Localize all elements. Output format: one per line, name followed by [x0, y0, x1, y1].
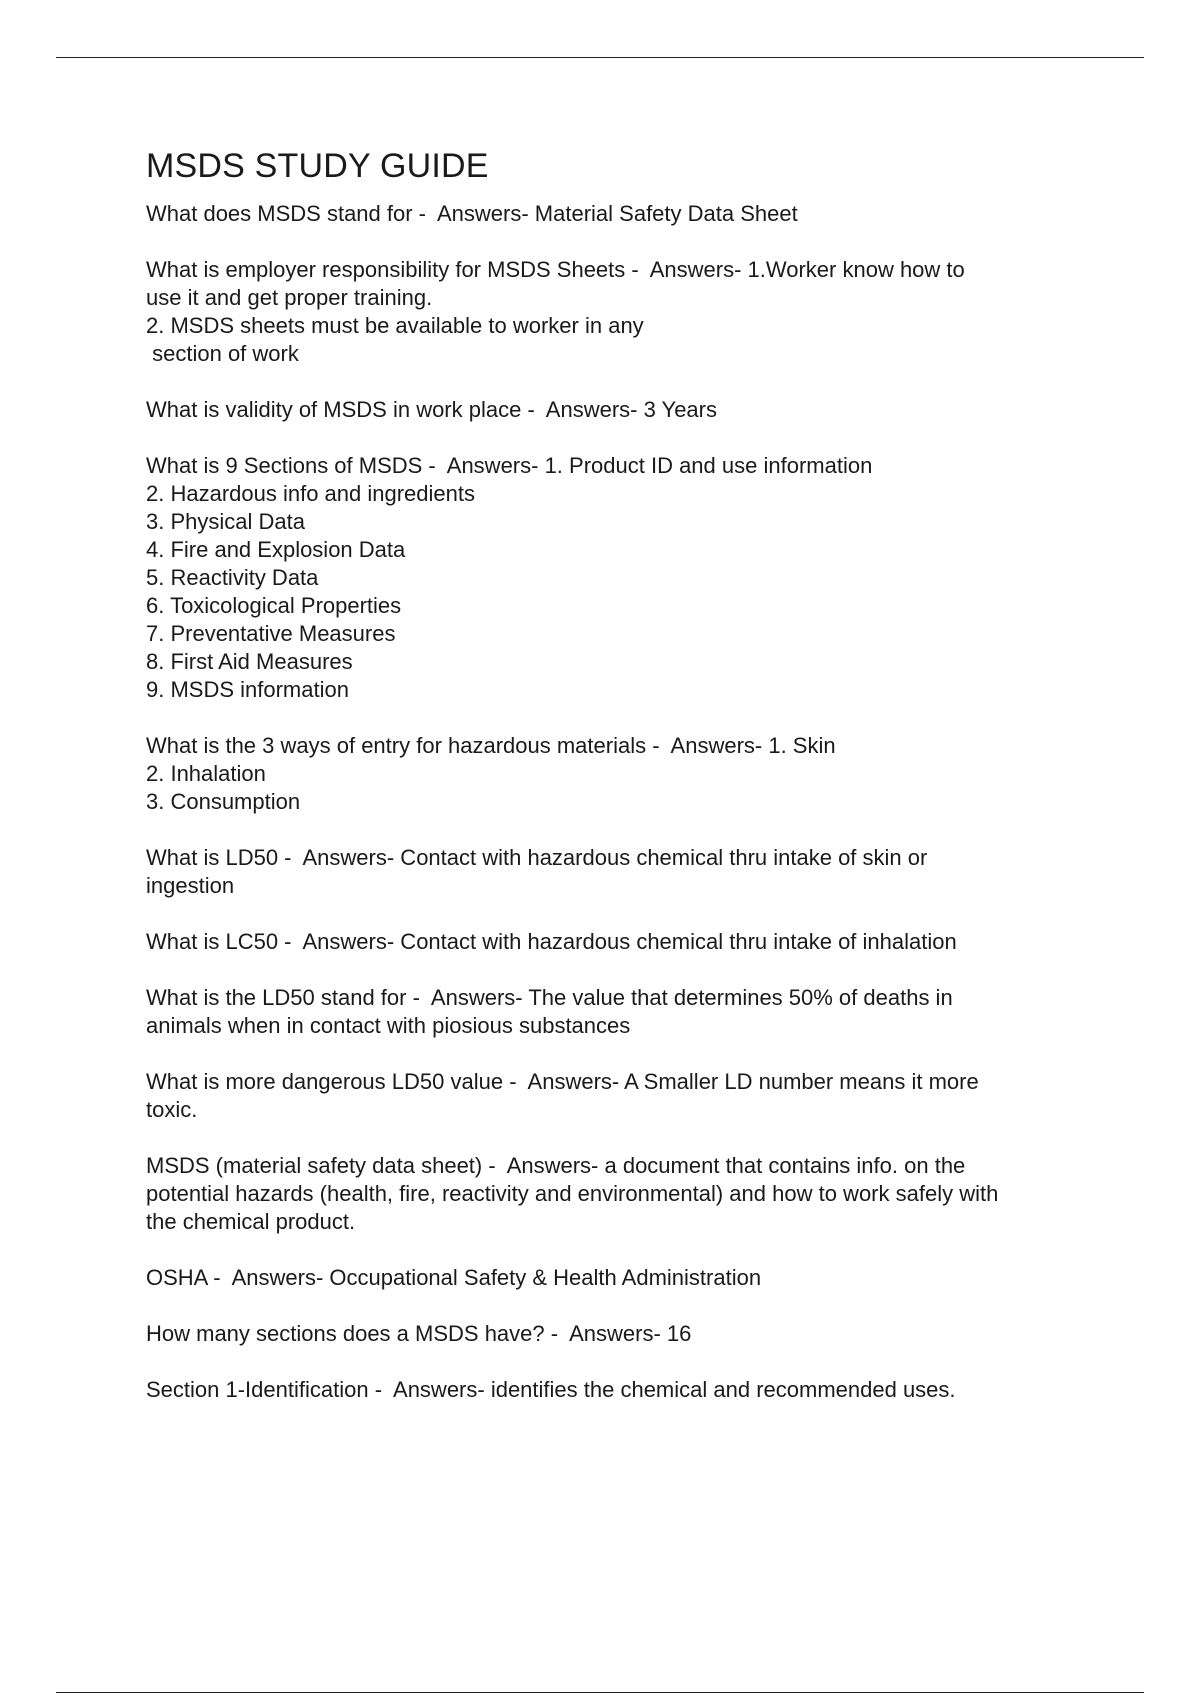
qa-list	[146, 200, 1096, 1404]
qa-entry	[146, 1320, 1096, 1348]
qa-line: 9. MSDS information	[146, 677, 349, 702]
qa-line: How many sections does a MSDS have? - Answers- 16	[146, 1321, 692, 1346]
qa-entry	[146, 256, 1096, 368]
qa-entry	[146, 1152, 1096, 1236]
qa-line: 2. Inhalation	[146, 761, 266, 786]
qa-line: toxic.	[146, 1097, 198, 1122]
qa-line: MSDS (material safety data sheet) - Answers- a document that contains info. on the	[146, 1153, 966, 1178]
qa-line: potential hazards (health, fire, reactivity and environmental) and how to work safely with	[146, 1181, 999, 1206]
qa-entry	[146, 1264, 1096, 1292]
qa-line: section of work	[146, 341, 299, 366]
qa-entry	[146, 396, 1096, 424]
qa-line: 8. First Aid Measures	[146, 649, 353, 674]
qa-line: use it and get proper training.	[146, 285, 433, 310]
qa-line: the chemical product.	[146, 1209, 356, 1234]
qa-line: What is employer responsibility for MSDS Sheets - Answers- 1.Worker know how to	[146, 257, 965, 282]
qa-line: 6. Toxicological Properties	[146, 593, 402, 618]
qa-line: OSHA - Answers- Occupational Safety & Health Administration	[146, 1265, 762, 1290]
qa-line: What is the 3 ways of entry for hazardous materials - Answers- 1. Skin	[146, 733, 836, 758]
qa-line: animals when in contact with piosious substances	[146, 1013, 631, 1038]
qa-line: ingestion	[146, 873, 235, 898]
qa-line: What does MSDS stand for - Answers- Material Safety Data Sheet	[146, 201, 798, 226]
qa-line: What is 9 Sections of MSDS - Answers- 1. Product ID and use information	[146, 453, 873, 478]
qa-entry	[146, 1376, 1096, 1404]
document-body	[146, 144, 1096, 1432]
bottom-divider	[56, 1692, 1144, 1693]
qa-entry	[146, 200, 1096, 228]
qa-entry	[146, 928, 1096, 956]
qa-line: What is the LD50 stand for - Answers- The value that determines 50% of deaths in	[146, 985, 953, 1010]
qa-line: What is validity of MSDS in work place - Answers- 3 Years	[146, 397, 717, 422]
qa-line: Section 1-Identification - Answers- identifies the chemical and recommended uses.	[146, 1377, 956, 1402]
qa-entry	[146, 1068, 1096, 1124]
qa-line: 2. MSDS sheets must be available to worker in any	[146, 313, 644, 338]
qa-line: What is more dangerous LD50 value - Answers- A Smaller LD number means it more	[146, 1069, 979, 1094]
qa-line: 2. Hazardous info and ingredients	[146, 481, 475, 506]
qa-line: 3. Physical Data	[146, 509, 305, 534]
qa-line: 3. Consumption	[146, 789, 301, 814]
qa-line: 7. Preventative Measures	[146, 621, 396, 646]
qa-line: What is LC50 - Answers- Contact with hazardous chemical thru intake of inhalation	[146, 929, 957, 954]
qa-line: 5. Reactivity Data	[146, 565, 319, 590]
qa-entry	[146, 732, 1096, 816]
qa-entry	[146, 844, 1096, 900]
qa-entry	[146, 452, 1096, 704]
top-divider	[56, 57, 1144, 58]
qa-line: What is LD50 - Answers- Contact with hazardous chemical thru intake of skin or	[146, 845, 928, 870]
page-title: MSDS STUDY GUIDE	[146, 147, 489, 185]
qa-entry	[146, 984, 1096, 1040]
qa-line: 4. Fire and Explosion Data	[146, 537, 406, 562]
